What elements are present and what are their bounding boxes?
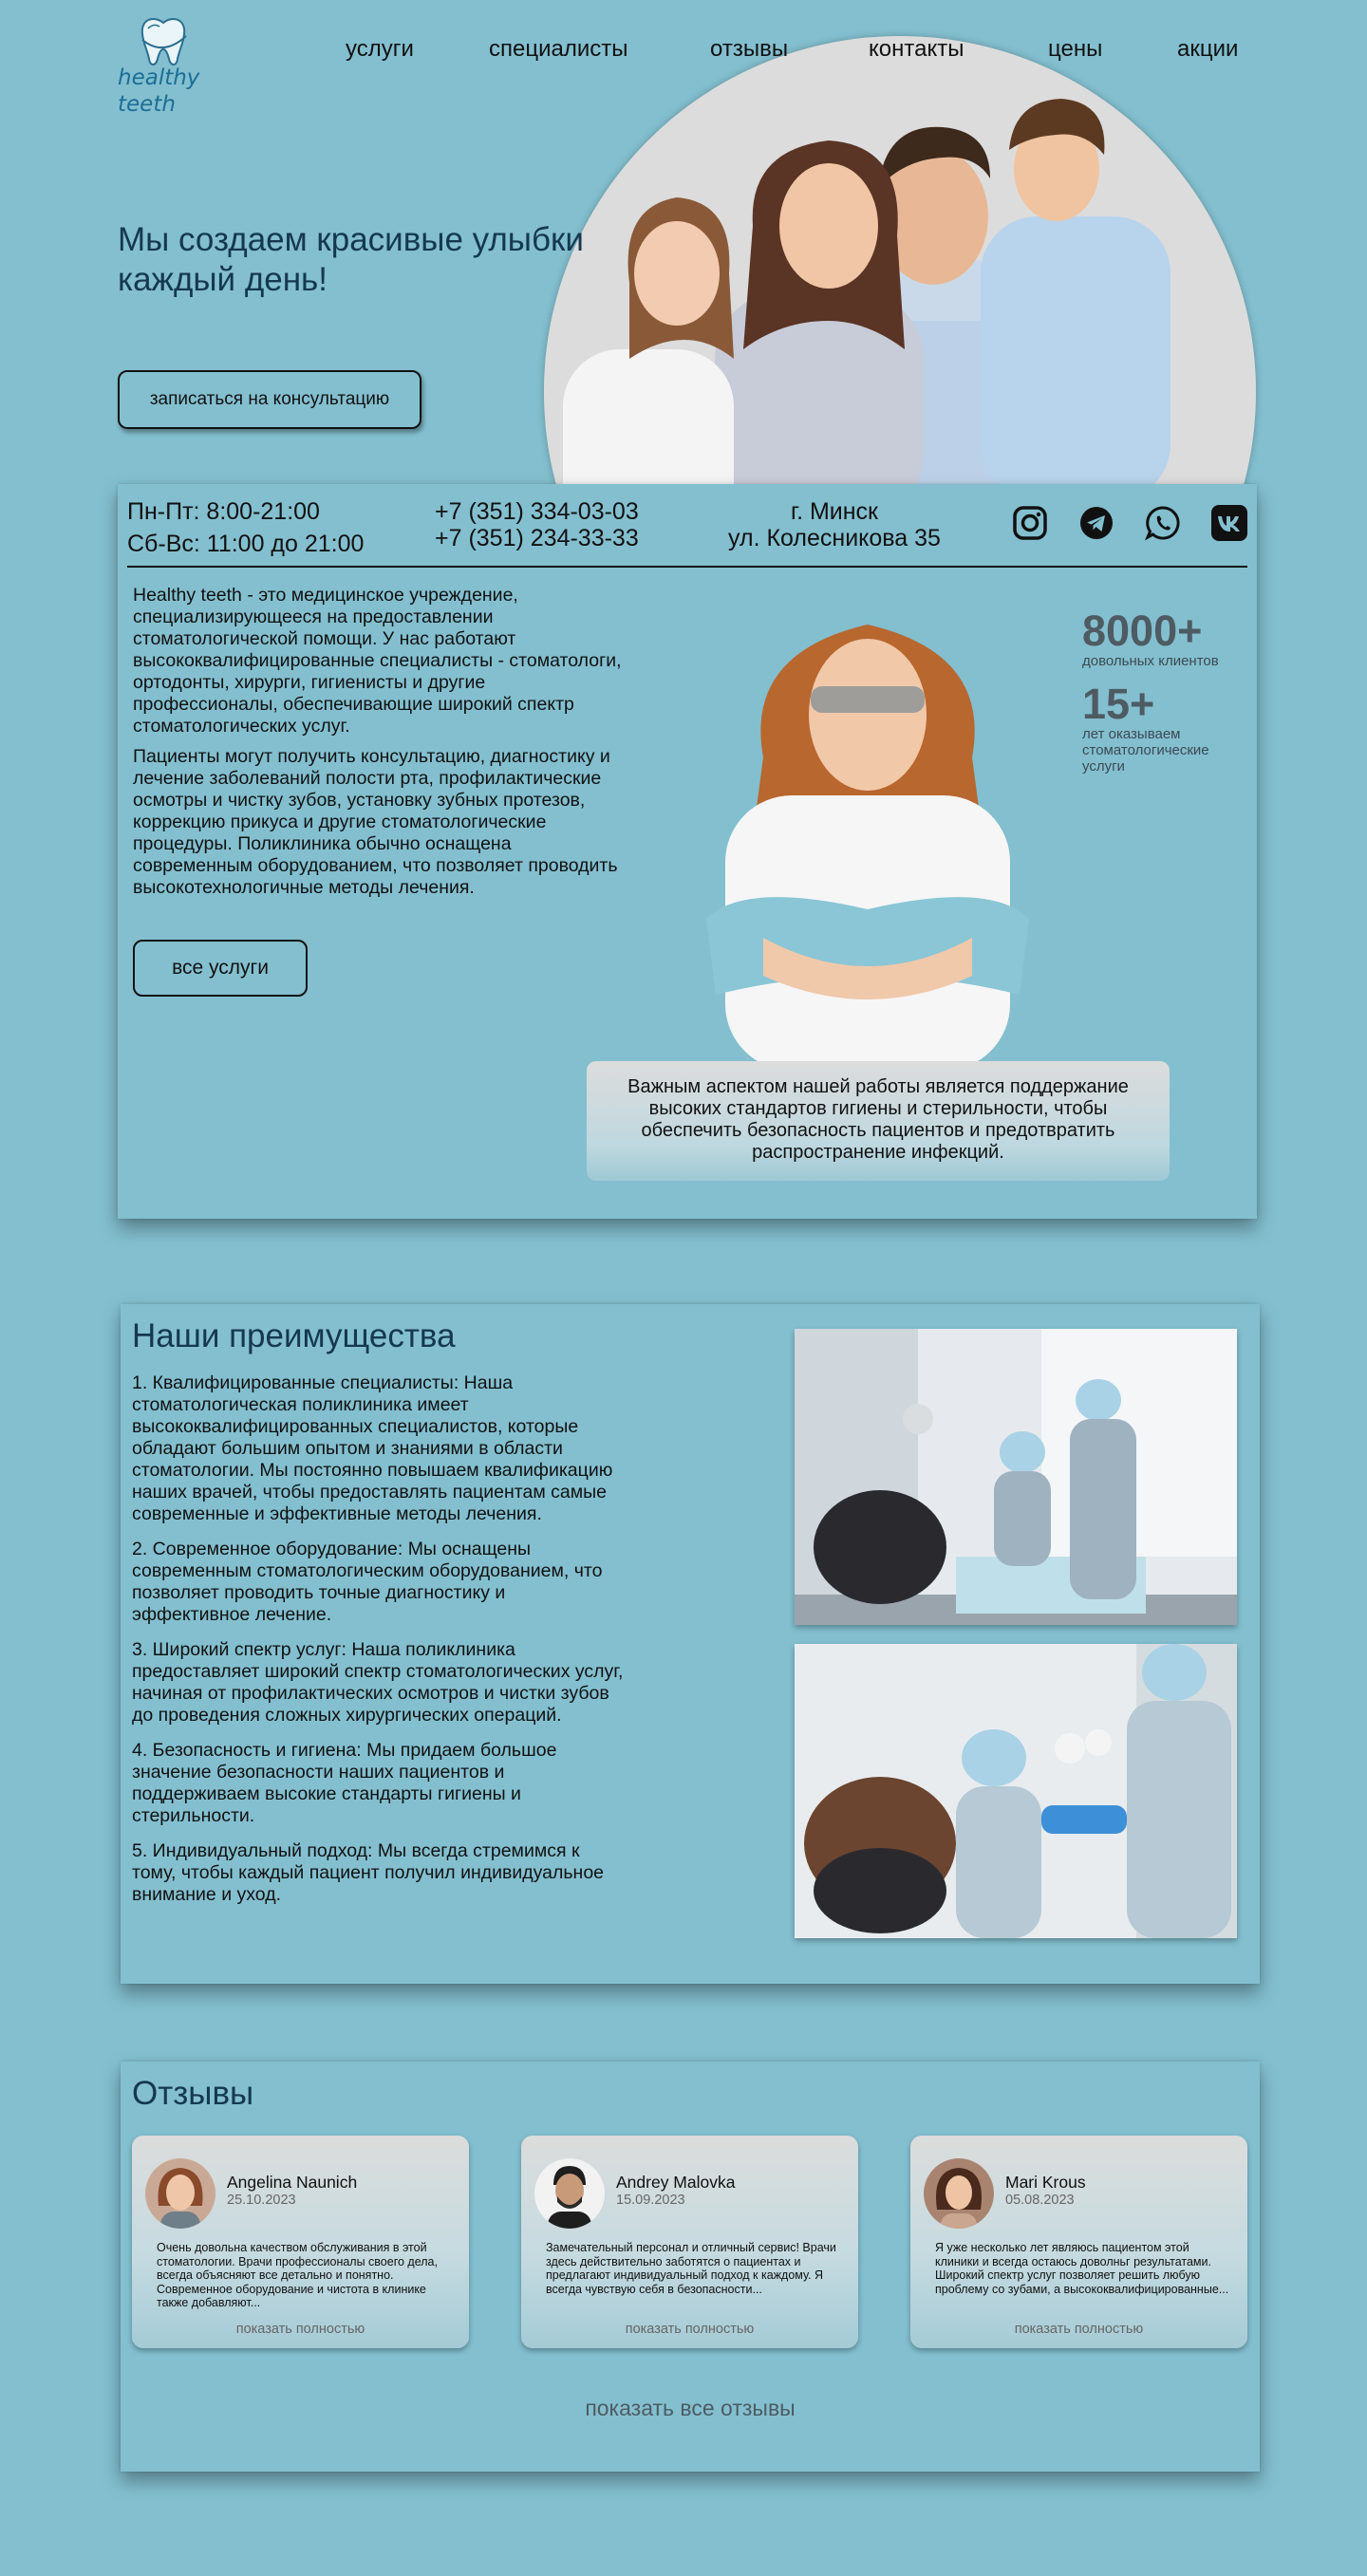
show-full-review-link[interactable]: показать полностью [625,2322,755,2337]
review-date: 15.09.2023 [616,2193,685,2208]
avatar [534,2158,605,2229]
review-date: 05.08.2023 [1005,2193,1075,2208]
address-city: г. Минск [791,498,878,525]
main-nav [0,36,1367,70]
nav-item-reviews[interactable]: отзывы [710,36,789,62]
about-paragraph-2: Пациенты могут получить консультацию, диагностику и лечение заболеваний полости рта, профилактические осмотры и чистку зубов, установку зубных протезов, коррекцию прикуса и другие стоматологические процедуры. Поликлиника обычно оснащена современным оборудованием, что позволяет проводить высокотехнологичные методы лечения. [133,746,618,898]
review-text: Я уже несколько лет являюсь пациентом этой клиники и всегда остаюсь доволньг результатами. Широкий спектр услуг позволяет решить любую проблему со зубами, а высококвалифицированные... [935,2241,1229,2296]
hero-section [0,0,1367,486]
stat-clients-label: довольных клиентов [1082,653,1219,669]
show-full-review-link[interactable]: показать полностью [235,2322,365,2337]
about-section [118,484,1257,1219]
nav-item-promotions[interactable]: акции [1177,36,1239,62]
contact-bar [118,484,1257,568]
show-all-reviews-link[interactable]: показать все отзывы [585,2396,796,2420]
hygiene-note: Важным аспектом нашей работы является поддержание высоких стандартов гигиены и стерильности, чтобы обеспечить безопасность пациентов и предотвратить распространение инфекций. [587,1061,1170,1181]
reviews-section [121,2062,1260,2472]
advantage-item: 2. Современное оборудование: Мы оснащены современным стоматологическим оборудованием, что позволяет проводить точные диагностику и эффективное лечение. [132,1539,603,1625]
stats-block [1082,609,1225,788]
telegram-icon[interactable] [1078,505,1114,541]
address-street: ул. Колесникова 35 [728,525,941,551]
advantage-item: 3. Широкий спектр услуг: Наша поликлиника предоставляет широкий спектр стоматологических услуг, начиная от профилактических осмотров и чистки зубов до проведения сложных хирургических операций. [132,1639,624,1726]
whatsapp-icon[interactable] [1145,505,1181,541]
avatar [145,2158,215,2229]
advantage-item: 1. Квалифицированные специалисты: Наша стоматологическая поликлиника имеет высококвалифицированных специалистов, которые обладают большим опытом и знаниями в области стоматологии. Мы постоянно повышаем квалификацию наших врачей, чтобы предоставлять пациентам самые современные и эффективные методы лечения. [132,1372,613,1524]
advantage-item: 5. Индивидуальный подход: Мы всегда стремимся к тому, чтобы каждый пациент получил индивидуальное внимание и уход. [132,1840,605,1905]
review-card[interactable] [132,2136,469,2348]
review-date: 25.10.2023 [227,2193,296,2208]
about-text [133,585,627,907]
stat-years-label: лет оказываем стоматологические услуги [1082,726,1209,775]
review-author: Angelina Naunich [227,2173,358,2192]
hours-weekdays: Пн-Пт: 8:00-21:00 [127,498,320,525]
dentist-photo [706,596,1029,1071]
logo-text: healthy teeth [118,65,200,117]
stat-clients-value: 8000+ [1082,607,1203,655]
phone-2[interactable]: +7 (351) 234-33-33 [435,525,639,551]
advantages-section [121,1304,1260,1984]
review-author: Andrey Malovka [616,2173,736,2192]
nav-item-contacts[interactable]: контакты [869,36,964,62]
advantage-item: 4. Безопасность и гигиена: Мы придаем большое значение безопасности наших пациентов и поддерживаем высокие стандарты гигиены и стерильности. [132,1740,557,1826]
review-card[interactable] [521,2136,858,2348]
nav-item-prices[interactable]: цены [1048,36,1103,62]
advantages-title: Наши преимущества [132,1317,456,1354]
avatar [924,2158,994,2229]
review-text: Замечательный персонал и отличный сервис! Врачи здесь действительно заботятся о пациентах и предлагают индивидуальный подход к каждому. Я всегда чувствую себя в безопасности... [546,2241,836,2296]
contact-divider [127,566,1247,568]
review-card[interactable] [910,2136,1247,2348]
clinic-photo-1 [795,1329,1237,1625]
stat-years-value: 15+ [1082,680,1155,728]
hero-title: Мы создаем красивые улыбки каждый день! [118,221,584,298]
clinic-photo-2 [795,1644,1237,1938]
nav-item-services[interactable]: услуги [346,36,414,62]
hours-weekend: Сб-Вс: 11:00 до 21:00 [127,531,365,557]
nav-item-specialists[interactable]: специалисты [489,36,628,62]
review-text: Очень довольна качеством обслуживания в этой стоматологии. Врачи профессионалы своего дела, всегда объясняют все детально и понятно. Современное оборудование и чистота в клинике также добавляют... [157,2241,438,2309]
phone-1[interactable]: +7 (351) 334-03-03 [435,498,639,525]
hero-family-photo [544,36,1256,486]
advantages-list [132,1372,626,1919]
about-paragraph-1: Healthy teeth - это медицинское учреждение, специализирующееся на предоставлении стоматологической помощи. У нас работают высококвалифицированные специалисты - стоматологи, ортодонты, хирурги, гигиенисты и другие профессионалы, обеспечивающие широкий спектр стоматологических услуг. [133,585,622,737]
consultation-button[interactable]: записаться на консультацию [118,370,421,429]
review-author: Mari Krous [1005,2173,1086,2192]
reviews-title: Отзывы [132,2075,254,2112]
show-full-review-link[interactable]: показать полностью [1014,2322,1144,2337]
vk-icon[interactable] [1211,505,1247,541]
all-services-button[interactable]: все услуги [133,940,308,997]
instagram-icon[interactable] [1012,505,1048,541]
